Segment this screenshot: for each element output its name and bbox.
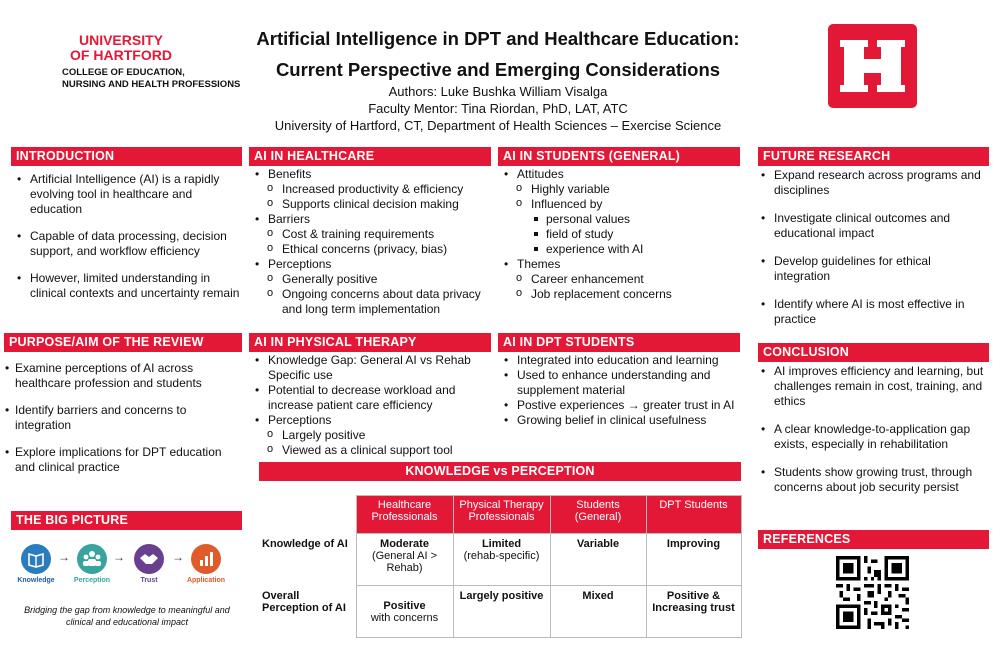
list-item: • Barriers [252,212,492,227]
bar-chart-icon [191,544,221,574]
step-label-application: Application [186,577,226,584]
list-item: field of study [501,227,741,242]
logo-line-4: NURSING AND HEALTH PROFESSIONS [62,79,241,90]
list-item: o Ongoing concerns about data privacy and long term implementation [252,287,492,317]
list-item: o Viewed as a clinical support tool [252,443,492,458]
column-header: DPT Students [646,496,741,534]
table-row [259,534,741,586]
hartford-h-logo [828,24,917,108]
list-item: o Largely positive [252,428,492,443]
big-picture-diagram [10,540,240,590]
big-picture-heading: THE BIG PICTURE [11,511,242,530]
list-item: • Postive experiences → greater trust in AI [501,398,741,413]
table-cell: Largely positive [453,586,550,638]
list-item: • Growing belief in clinical usefulness [501,413,741,428]
step-label-knowledge: Knowledge [17,577,55,584]
list-item: • Attitudes [501,167,741,182]
table-cell: Positive with concerns [356,586,453,638]
book-icon [21,544,51,574]
list-item: • Perceptions [252,257,492,272]
ai-students-heading: AI IN STUDENTS (GENERAL) [498,147,740,166]
introduction-list [14,172,240,301]
list-item: • Identify where AI is most effective in practice [758,297,988,327]
arrow-icon: → [58,550,70,564]
list-item: • A clear knowledge-to-application gap exists, especially in rehabilitation [758,422,988,452]
list-item: • Benefits [252,167,492,182]
table-row [259,586,741,638]
step-label-trust: Trust [140,577,158,584]
handshake-icon [134,544,164,574]
ai-dpt-list [501,353,741,428]
arrow-icon: → [113,550,125,564]
future-research-heading: FUTURE RESEARCH [758,147,989,166]
ai-healthcare-list [252,167,492,317]
purpose-heading: PURPOSE/AIM OF THE REVIEW [4,333,242,352]
logo-line-2: OF HARTFORD [70,47,172,63]
university-logo [62,33,242,91]
list-item: • Artificial Intelligence (AI) is a rapidly evolving tool in healthcare and education [14,172,240,217]
future-research-list [758,168,988,327]
introduction-heading: INTRODUCTION [11,147,242,166]
knowledge-perception-table [259,495,742,638]
table-cell: Moderate (General AI > Rehab) [356,534,453,586]
list-item: • Develop guidelines for ethical integration [758,254,988,284]
logo-line-3: COLLEGE OF EDUCATION, [62,67,185,78]
list-item: • However, limited understanding in clinical contexts and uncertainty remain [14,271,240,301]
column-header: Students (General) [550,496,646,534]
ai-dpt-heading: AI IN DPT STUDENTS [498,333,740,352]
poster-title-line-1: Artificial Intelligence in DPT and Healthcare Education: [256,28,740,49]
row-label: Overall Perception of AI [262,589,346,614]
references-qr-code[interactable] [836,556,909,629]
table-cell: Limited (rehab-specific) [453,534,550,586]
conclusion-heading: CONCLUSION [758,343,989,362]
list-item: • Identify barriers and concerns to integration [2,403,240,433]
arrow-icon: → [172,550,184,564]
table-header-row [259,496,741,534]
table-cell: Improving [646,534,741,586]
table-cell: Mixed [550,586,646,638]
list-item: • Themes [501,257,741,272]
list-item: • Integrated into education and learning [501,353,741,368]
ai-students-list [501,167,741,302]
list-item: • Potential to decrease workload and increase patient care efficiency [252,383,492,413]
list-item: • AI improves efficiency and learning, but challenges remain in cost, training, and ethics [758,364,988,409]
list-item: o Generally positive [252,272,492,287]
ai-healthcare-heading: AI IN HEALTHCARE [249,147,491,166]
references-heading: REFERENCES [758,530,989,549]
step-label-perception: Perception [73,577,111,584]
list-item: • Explore implications for DPT education and clinical practice [2,445,240,475]
list-item: o Supports clinical decision making [252,197,492,212]
table-cell: Variable [550,534,646,586]
list-item: o Career enhancement [501,272,741,287]
list-item: • Students show growing trust, through concerns about job security persist [758,465,988,495]
list-item: o Cost & training requirements [252,227,492,242]
poster-title-line-2: Current Perspective and Emerging Considerations [275,59,721,80]
people-icon [77,544,107,574]
list-item: experience with AI [501,242,741,257]
list-item: o Increased productivity & efficiency [252,182,492,197]
row-label: Knowledge of AI [262,537,348,550]
list-item: • Expand research across programs and disciplines [758,168,988,198]
faculty-mentor: Faculty Mentor: Tina Riordan, PhD, LAT, ATC [368,101,628,116]
list-item: • Perceptions [252,413,492,428]
list-item: o Highly variable [501,182,741,197]
authors: Authors: Luke Bushka William Visalga [388,84,608,99]
list-item: o Job replacement concerns [501,287,741,302]
column-header: Physical Therapy Professionals [453,496,550,534]
affiliation: University of Hartford, CT, Department of Health Sciences – Exercise Science [274,118,722,133]
list-item: personal values [501,212,741,227]
logo-line-1: UNIVERSITY [78,32,163,48]
list-item: • Knowledge Gap: General AI vs Rehab Specific use [252,353,492,383]
column-header: Healthcare Professionals [356,496,453,534]
table-cell: Positive & Increasing trust [646,586,741,638]
big-picture-caption: Bridging the gap from knowledge to meaningful and clinical and educational impact [24,605,230,627]
list-item: o Ethical concerns (privacy, bias) [252,242,492,257]
list-item: • Investigate clinical outcomes and educational impact [758,211,988,241]
qr-code-icon [836,556,909,629]
purpose-list [2,361,240,475]
h-letter-icon [828,24,917,108]
list-item: • Capable of data processing, decision support, and workflow efficiency [14,229,240,259]
knowledge-perception-heading: KNOWLEDGE vs PERCEPTION [259,462,741,481]
ai-pt-list [252,353,492,458]
list-item: • Examine perceptions of AI across healthcare profession and students [2,361,240,391]
list-item: • Used to enhance understanding and supplement material [501,368,741,398]
ai-pt-heading: AI IN PHYSICAL THERAPY [249,333,491,352]
list-item: o Influenced by [501,197,741,212]
conclusion-list [758,364,988,495]
